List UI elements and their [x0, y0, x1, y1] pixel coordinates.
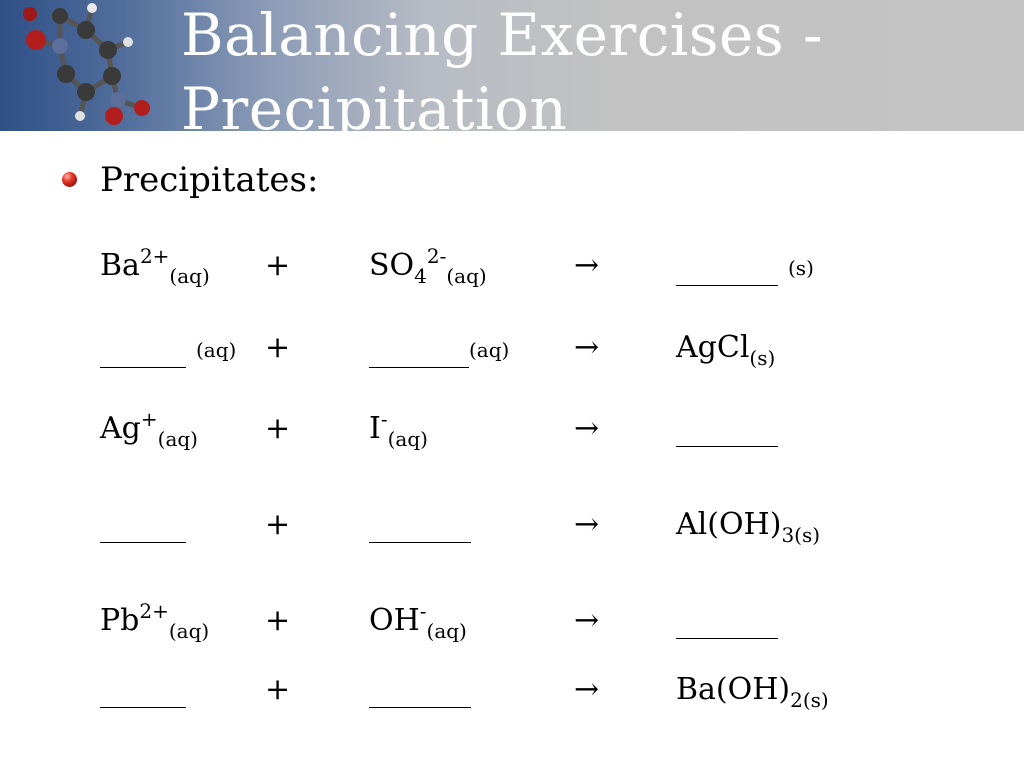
ion-charge: -: [380, 407, 388, 431]
row2-reactant1: [100, 330, 236, 368]
row3-arrow: →: [574, 411, 600, 446]
molecule-logo: [0, 0, 170, 131]
title-banner: [0, 0, 1024, 143]
answer-blank[interactable]: [676, 416, 778, 447]
ion-charge: +: [140, 407, 158, 431]
row1-plus: +: [265, 248, 291, 283]
row4-reactant2: [369, 507, 471, 543]
ion-symbol: OH: [369, 603, 420, 638]
state-label: (aq): [426, 619, 467, 643]
row4-product: [676, 507, 821, 547]
row1-reactant1: [100, 244, 210, 288]
row6-arrow: →: [574, 672, 600, 707]
ion-symbol: Pb: [100, 603, 140, 638]
answer-blank[interactable]: [676, 608, 778, 639]
ion-charge: 2+: [139, 244, 170, 268]
row3-plus: +: [265, 411, 291, 446]
row1-arrow: →: [574, 248, 600, 283]
answer-blank[interactable]: [100, 337, 186, 368]
row3-reactant2: [369, 407, 428, 451]
answer-blank[interactable]: [369, 337, 469, 368]
compound-formula: AgCl: [676, 330, 750, 365]
row5-reactant1: [100, 599, 210, 643]
ion-symbol: Ag: [100, 411, 141, 446]
answer-blank[interactable]: [100, 512, 186, 543]
row1-product: [676, 248, 814, 286]
state-label: 3(s): [781, 523, 821, 547]
state-label: (aq): [168, 619, 210, 643]
row5-product: [676, 603, 778, 639]
bullet-icon: [62, 172, 77, 187]
ion-symbol: Ba: [100, 248, 140, 283]
state-label: (aq): [157, 427, 198, 451]
state-label: (aq): [446, 264, 487, 288]
ion-charge: -: [419, 599, 427, 623]
row5-reactant2: [369, 599, 467, 643]
answer-blank[interactable]: [369, 677, 471, 708]
row6-plus: +: [265, 672, 291, 707]
state-label: (s): [788, 256, 814, 280]
slide-title: Balancing Exercises - Precipitation: [181, 1, 824, 143]
row6-product: [676, 672, 829, 712]
answer-blank[interactable]: [100, 677, 186, 708]
state-label: 2(s): [790, 688, 829, 712]
ion-charge: 2-: [426, 244, 447, 268]
answer-blank[interactable]: [676, 255, 778, 286]
row4-reactant1: [100, 507, 186, 543]
row2-plus: +: [265, 330, 291, 365]
ion-charge: 2+: [139, 599, 169, 623]
row2-reactant2: [369, 330, 509, 368]
row5-arrow: →: [574, 603, 600, 638]
row3-reactant1: [100, 407, 198, 451]
row5-plus: +: [265, 603, 291, 638]
bullet-heading: Precipitates:: [100, 160, 319, 200]
answer-blank[interactable]: [369, 512, 471, 543]
compound-formula: Ba(OH): [676, 672, 791, 707]
row4-arrow: →: [574, 507, 600, 542]
row1-reactant2: [369, 244, 487, 288]
row2-product: [676, 330, 776, 370]
state-label: (aq): [196, 338, 237, 362]
compound-formula: Al(OH): [676, 507, 782, 542]
row2-arrow: →: [574, 330, 600, 365]
state-label: (aq): [469, 338, 510, 362]
row6-reactant2: [369, 672, 471, 708]
state-label: (aq): [169, 264, 210, 288]
row3-product: [676, 411, 778, 447]
state-label: (s): [749, 346, 776, 370]
state-label: (aq): [387, 427, 428, 451]
row4-plus: +: [265, 507, 291, 542]
ion-symbol: SO: [369, 248, 415, 283]
ion-subscript: 4: [414, 264, 427, 288]
row6-reactant1: [100, 672, 186, 708]
ion-symbol: I: [369, 411, 381, 446]
